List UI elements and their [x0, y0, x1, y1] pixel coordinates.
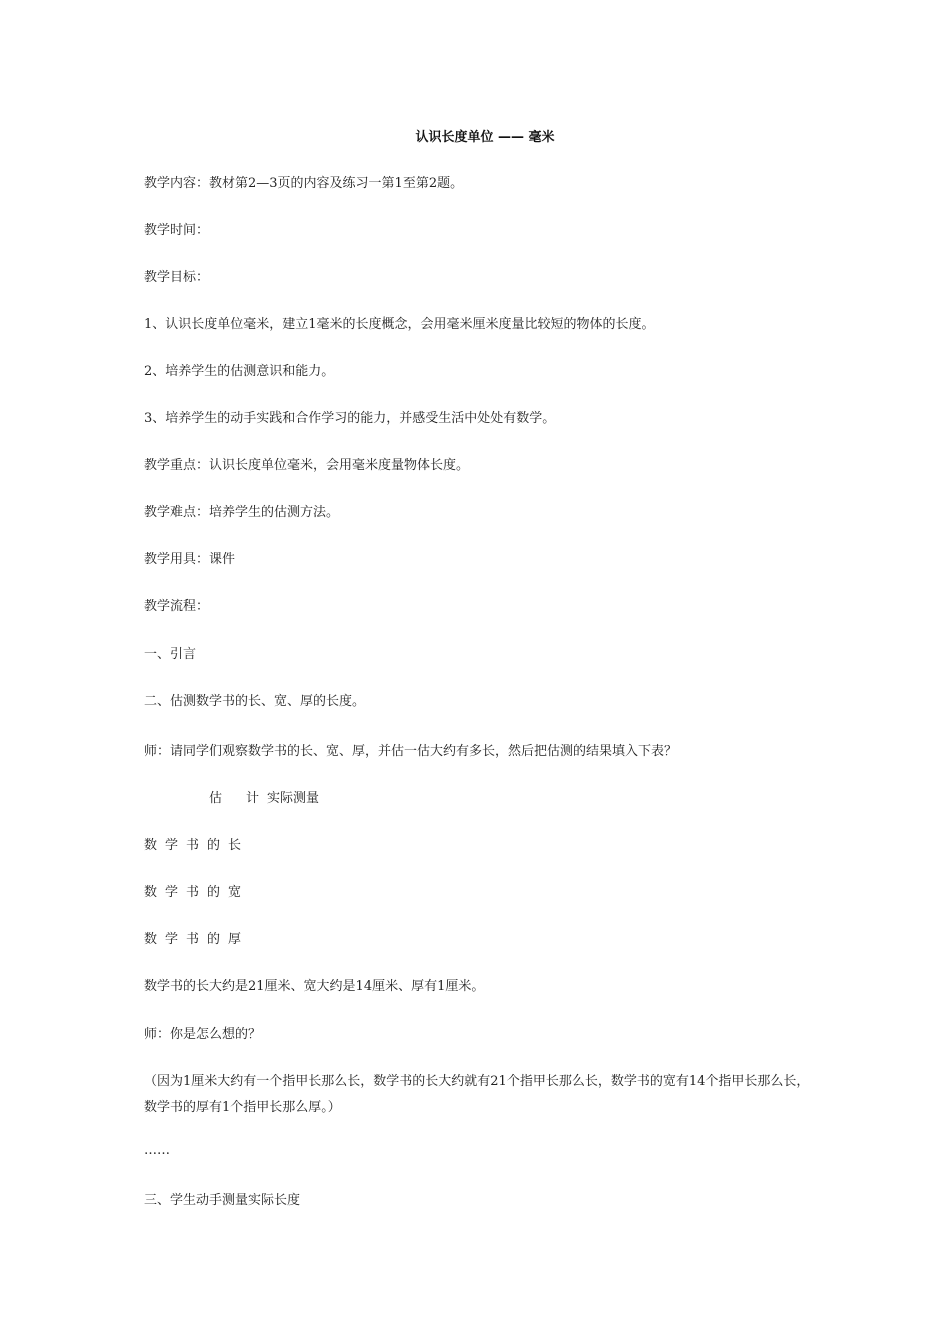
teaching-goals-heading: 教学目标： [144, 270, 210, 285]
teacher-instruction: 师：请同学们观察数学书的长、宽、厚，并估一估大约有多长，然后把估测的结果填入下表？ [144, 744, 678, 759]
table-row-width: 数学书的宽 [144, 885, 250, 900]
table-header-estimate-1: 估 [209, 791, 223, 806]
teaching-content: 教学内容：教材第2—3页的内容及练习一第1至第2题。 [144, 176, 464, 191]
section-1-heading: 一、引言 [144, 647, 197, 662]
teaching-key-point: 教学重点：认识长度单位毫米，会用毫米度量物体长度。 [144, 458, 470, 473]
table-header [209, 789, 319, 809]
teaching-tools: 教学用具：课件 [144, 552, 236, 567]
goal-2: 2、培养学生的估测意识和能力。 [144, 364, 335, 379]
estimate-result: 数学书的长大约是21厘米、宽大约是14厘米、厚有1厘米。 [144, 979, 485, 994]
explanation-paragraph: （因为1厘米大约有一个指甲长那么长，数学书的长大约就有21个指甲长那么长，数学书的宽有14个指甲长那么长，数学书的厚有1个指甲长那么厚。） [144, 1074, 810, 1115]
section-2-heading: 二、估测数学书的长、宽、厚的长度。 [144, 694, 366, 709]
table-row-length: 数学书的长 [144, 838, 250, 853]
goal-1: 1、认识长度单位毫米，建立1毫米的长度概念，会用毫米厘米度量比较短的物体的长度。 [144, 317, 655, 332]
teaching-difficulty: 教学难点：培养学生的估测方法。 [144, 505, 340, 520]
table-header-actual: 实际测量 [267, 791, 320, 806]
section-3-heading: 三、学生动手测量实际长度 [144, 1193, 301, 1208]
table-header-estimate-2: 计 [246, 791, 260, 806]
teacher-question: 师：你是怎么想的？ [144, 1027, 262, 1042]
teaching-process-heading: 教学流程： [144, 599, 210, 614]
teaching-time: 教学时间： [144, 223, 210, 238]
table-row-thickness: 数学书的厚 [144, 932, 250, 947]
goal-3: 3、培养学生的动手实践和合作学习的能力，并感受生活中处处有数学。 [144, 411, 556, 426]
ellipsis: …… [144, 1143, 170, 1158]
document-title: 认识长度单位 —— 毫米 [415, 130, 555, 145]
